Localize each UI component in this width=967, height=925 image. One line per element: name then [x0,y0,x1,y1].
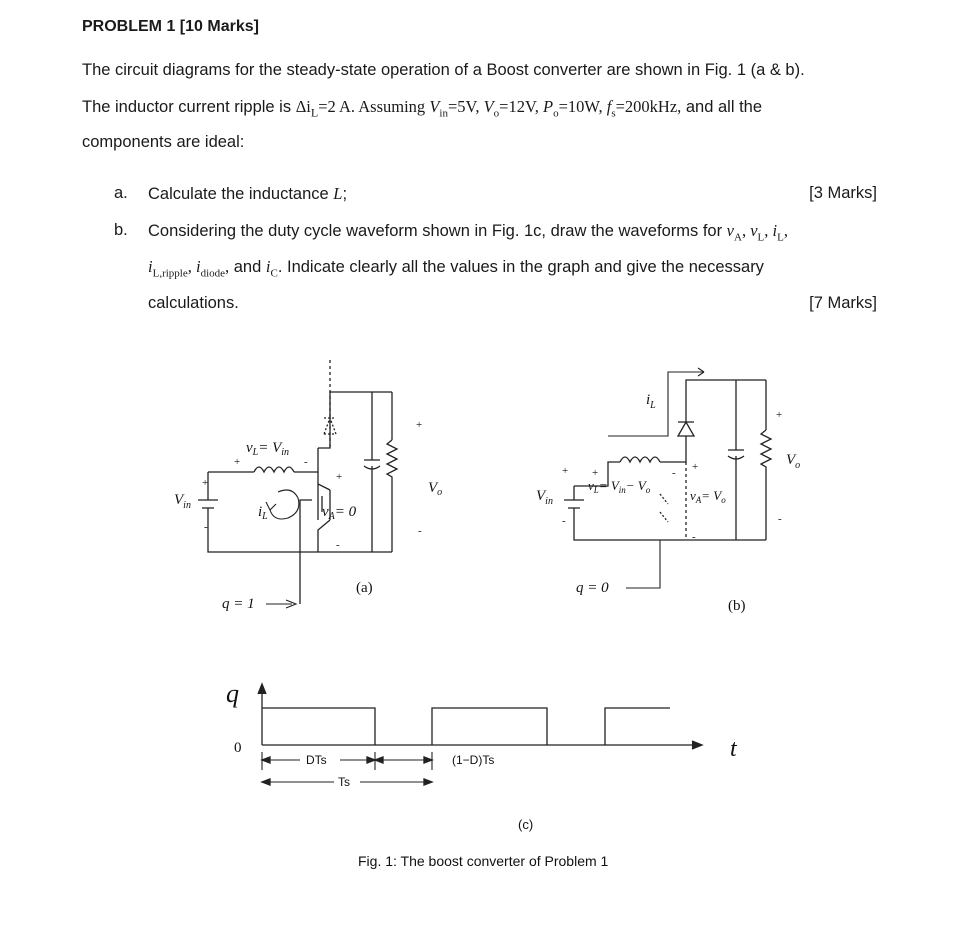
vo-spec: $V_o=12V$, [483,97,544,120]
fig-a-vo-minus: - [418,525,422,537]
fs-spec: $f_s=200kHz$, [606,97,682,120]
fig-b-caption: (b) [728,598,746,614]
fig-c-q-label: q [226,679,239,708]
vin-spec: $V_{in}=5V$, [429,97,484,120]
fig-a-vl-plus: + [234,456,241,468]
item-b-line-1: Considering the duty cycle waveform shown in Fig. 1c, draw the waveforms for $v_A$, $v_L$, $i_L$, [148,221,788,244]
intro-line-1: The circuit diagrams for the steady-state operation of a Boost converter are shown in Fig. 1 (a & b). [82,61,805,79]
fig-b-vo-plus: + [776,409,783,421]
fig-a-circuit [198,360,397,604]
fig-b-vin-label: $V_{in}$ [536,488,553,507]
fig-a-vo-label: $V_o$ [428,480,443,498]
fig-c-t-label: t [730,736,737,762]
fig-c-ts-label: Ts [338,775,350,789]
fig-b-va-minus: - [692,531,696,543]
fig-a-vl-label: $v_L= V_{in}$ [246,440,290,458]
fig-a-il-label: $i_L$ [258,504,268,522]
fig-a-inductor [254,467,294,472]
fig-a-va-label: $v_A= 0$ [322,504,357,522]
fig-b-vl-plus: + [592,467,599,479]
fig-a-q-label: q = 1 [222,596,255,612]
fig-b-vin-minus: - [562,515,566,527]
fig-a-va-minus: - [336,539,340,551]
fig-a-resistor [387,440,397,552]
fig-b-vl-label: $v_L= V_{in}- V_o$ [588,478,651,495]
fig-b-inductor [620,457,660,462]
fig-b-il-label: $i_L$ [646,392,656,411]
fig-b-diode [678,422,694,436]
item-a-marks: [3 Marks] [809,184,877,202]
fig-b-vo-label: $V_o$ [786,452,801,471]
fig-c-zero-label: 0 [234,740,242,756]
fig-c-caption: (c) [518,817,534,832]
fig-b-vl-minus: - [672,467,676,479]
fig-c-dts-label: DTs [306,753,327,767]
fig-c-one-minus-d-label: (1−D)Ts [452,753,495,767]
intro-line-2: The inductor current ripple is $\Delta i_L=2$ A. Assuming $V_{in}=5V$, $V_o=12V$, $P_o=10W$, $f_s=200kHz$, and all the [82,97,763,120]
fig-a-source [198,500,218,508]
item-b-label: b. [114,221,128,239]
item-b-line-2: $i_{L,ripple}$, $i_{diode}$, and $i_C$. Indicate clearly all the values in the graph and give the necessary [148,257,764,280]
fig-b-vin-plus: + [562,465,569,477]
figure-caption: Fig. 1: The boost converter of Problem 1 [358,853,609,869]
item-b-marks: [7 Marks] [809,294,877,312]
problem-title: PROBLEM 1 [10 Marks] [82,18,259,35]
fig-a-vin-minus: - [204,521,208,533]
fig-a-va-plus: + [336,471,343,483]
fig-a-vo-plus: + [416,419,423,431]
po-spec: $P_o=10W$, [543,97,607,120]
item-a-label: a. [114,184,128,202]
item-a-text: Calculate the inductance L; [148,184,348,203]
fig-b-resistor [761,430,771,540]
fig-a-vl-minus: - [304,456,308,468]
fig-b-va-plus: + [692,461,699,473]
fig-b-q-label: q = 0 [576,580,609,596]
intro-line-3: components are ideal: [82,133,245,151]
fig-b-vo-minus: - [778,513,782,525]
fig-a-caption: (a) [356,580,373,596]
fig-c-waveform [258,684,702,785]
fig-b-va-label: $v_A= V_o$ [690,488,726,505]
fig-b-source [564,500,584,508]
item-b-line-3: calculations. [148,294,239,312]
fig-a-vin-label: $V_{in}$ [174,492,191,511]
fig-a-vin-plus: + [202,477,209,489]
